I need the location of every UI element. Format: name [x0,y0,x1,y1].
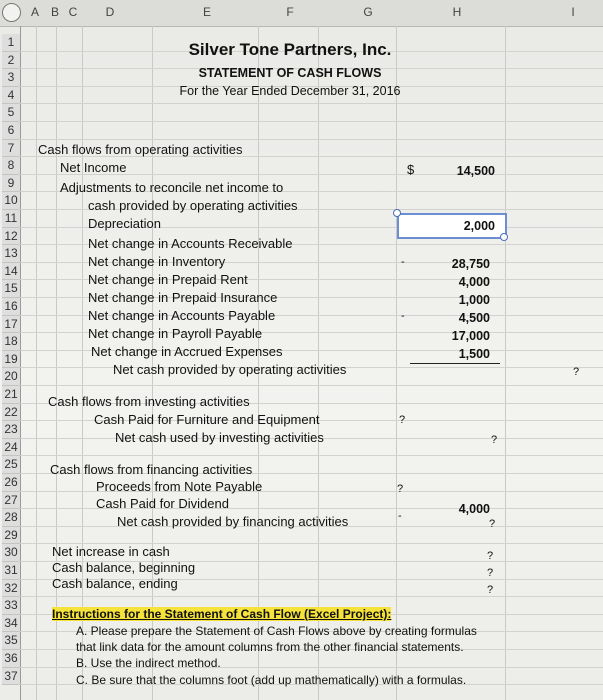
adjustments-line-2: cash provided by operating activities [88,198,298,213]
row-header[interactable]: 35 [2,632,20,650]
accrued-expenses-label: Net change in Accrued Expenses [91,344,283,359]
row-header[interactable]: 8 [2,157,20,175]
accounts-payable-negative-sign: - [401,310,405,322]
row-header[interactable]: 22 [2,404,20,422]
dividend-label: Cash Paid for Dividend [96,496,229,511]
column-header-g[interactable]: G [363,5,373,19]
operating-heading: Cash flows from operating activities [38,142,243,157]
grid-col-line [56,26,57,700]
column-total-rule [410,363,500,364]
net-cash-investing-value[interactable]: ? [491,434,498,446]
row-header[interactable]: 14 [2,263,20,281]
ending-balance-value[interactable]: ? [487,584,494,596]
column-header-a[interactable]: A [30,5,39,19]
dividend-negative-sign: - [398,510,402,522]
dividend-value[interactable]: 4,000 [458,502,490,516]
instructions-title: Instructions for the Statement of Cash Flow (Excel Project): [52,607,392,621]
row-header[interactable]: 7 [2,140,20,158]
row-header-divider [20,26,21,700]
column-header-e[interactable]: E [202,5,211,19]
currency-symbol: $ [407,162,415,177]
row-header[interactable]: 3 [2,69,20,87]
net-increase-label: Net increase in cash [52,544,170,559]
instruction-b: B. Use the indirect method. [76,656,221,670]
instruction-a-line-2: that link data for the amount columns from the other financial statements. [76,640,464,654]
investing-heading: Cash flows from investing activities [48,394,250,409]
row-header[interactable]: 29 [2,527,20,545]
row-header[interactable]: 2 [2,52,20,70]
column-header-c[interactable]: C [68,5,78,19]
row-header[interactable]: 26 [2,474,20,492]
row-header[interactable]: 32 [2,580,20,598]
grid-row-line [20,103,603,104]
accounts-payable-label: Net change in Accounts Payable [88,308,276,323]
grid-row-line [20,596,603,597]
adjustments-line-1: Adjustments to reconcile net income to [60,180,284,195]
net-cash-financing-label: Net cash provided by financing activities [117,514,349,529]
row-header[interactable]: 19 [2,351,20,369]
row-header[interactable]: 37 [2,668,20,686]
instruction-c: C. Be sure that the columns foot (add up mathematically) with a formulas. [76,673,467,687]
prepaid-rent-label: Net change in Prepaid Rent [88,272,248,287]
prepaid-insurance-label: Net change in Prepaid Insurance [88,290,278,305]
column-header-b[interactable]: B [50,5,59,19]
row-header[interactable]: 36 [2,650,20,668]
accrued-expenses-value[interactable]: 1,500 [458,347,490,361]
grid-col-line [82,26,83,700]
accounts-receivable-label: Net change in Accounts Receivable [88,236,293,251]
row-header[interactable]: 23 [2,421,20,439]
grid-col-line [396,26,397,700]
grid-row-line [20,455,603,456]
accounts-payable-value[interactable]: 4,500 [458,311,490,325]
ending-balance-label: Cash balance, ending [52,576,178,591]
row-header[interactable]: 24 [2,439,20,457]
net-cash-investing-label: Net cash used by investing activities [115,430,324,445]
net-cash-operating-label: Net cash provided by operating activities [113,362,347,377]
prepaid-insurance-value[interactable]: 1,000 [458,293,490,307]
depreciation-label: Depreciation [88,216,161,231]
row-header[interactable]: 16 [2,298,20,316]
instruction-a-line-1: A. Please prepare the Statement of Cash Flows above by creating formulas [76,624,477,638]
row-header[interactable]: 15 [2,280,20,298]
financing-heading: Cash flows from financing activities [50,462,253,477]
row-header[interactable]: 1 [2,34,20,52]
grid-col-line [36,26,37,700]
company-name: Silver Tone Partners, Inc. [188,40,392,59]
row-header[interactable]: 11 [2,210,20,228]
payroll-payable-value[interactable]: 17,000 [451,329,490,343]
row-header[interactable]: 33 [2,597,20,615]
net-income-label: Net Income [60,160,127,175]
row-header[interactable]: 20 [2,368,20,386]
select-all-button[interactable] [2,3,21,22]
net-increase-value[interactable]: ? [487,550,494,562]
note-payable-value[interactable]: ? [397,483,404,495]
inventory-label: Net change in Inventory [88,254,226,269]
row-header[interactable]: 30 [2,544,20,562]
row-header[interactable]: 25 [2,456,20,474]
net-cash-operating-value[interactable]: ? [573,366,580,378]
row-header[interactable]: 10 [2,192,20,210]
selection-handle-bottom-right[interactable] [500,233,508,241]
prepaid-rent-value[interactable]: 4,000 [458,275,490,289]
selection-handle-top-left[interactable] [393,209,401,217]
row-header[interactable]: 12 [2,228,20,246]
net-income-value[interactable]: 14,500 [456,164,495,178]
statement-period: For the Year Ended December 31, 2016 [179,84,401,98]
row-header[interactable]: 34 [2,615,20,633]
row-header[interactable]: 18 [2,333,20,351]
row-header[interactable]: 6 [2,122,20,140]
net-cash-financing-value[interactable]: ? [489,518,496,530]
grid-row-line [20,385,603,386]
grid-col-line [505,26,506,700]
inventory-value[interactable]: 28,750 [451,257,490,271]
depreciation-value[interactable]: 2,000 [463,219,495,233]
row-header[interactable]: 17 [2,316,20,334]
column-header-f[interactable]: F [286,5,294,19]
row-header[interactable]: 21 [2,386,20,404]
inventory-negative-sign: - [401,256,405,268]
column-header-bar [0,0,603,27]
beginning-balance-value[interactable]: ? [487,567,494,579]
statement-title: STATEMENT OF CASH FLOWS [198,66,382,80]
row-header[interactable]: 13 [2,245,20,263]
row-header[interactable]: 9 [2,175,20,193]
column-header-d[interactable]: D [105,5,115,19]
column-header-i[interactable]: I [571,5,575,19]
row-header[interactable]: 4 [2,87,20,105]
furniture-equipment-value[interactable]: ? [399,414,406,426]
row-header[interactable]: 27 [2,492,20,510]
note-payable-label: Proceeds from Note Payable [96,479,263,494]
furniture-equipment-label: Cash Paid for Furniture and Equipment [94,412,320,427]
grid-row-line [20,121,603,122]
beginning-balance-label: Cash balance, beginning [52,560,196,575]
row-header[interactable]: 5 [2,104,20,122]
column-header-h[interactable]: H [452,5,462,19]
row-header[interactable]: 28 [2,509,20,527]
grid-row-line [20,139,603,140]
payroll-payable-label: Net change in Payroll Payable [88,326,263,341]
row-header[interactable]: 31 [2,562,20,580]
